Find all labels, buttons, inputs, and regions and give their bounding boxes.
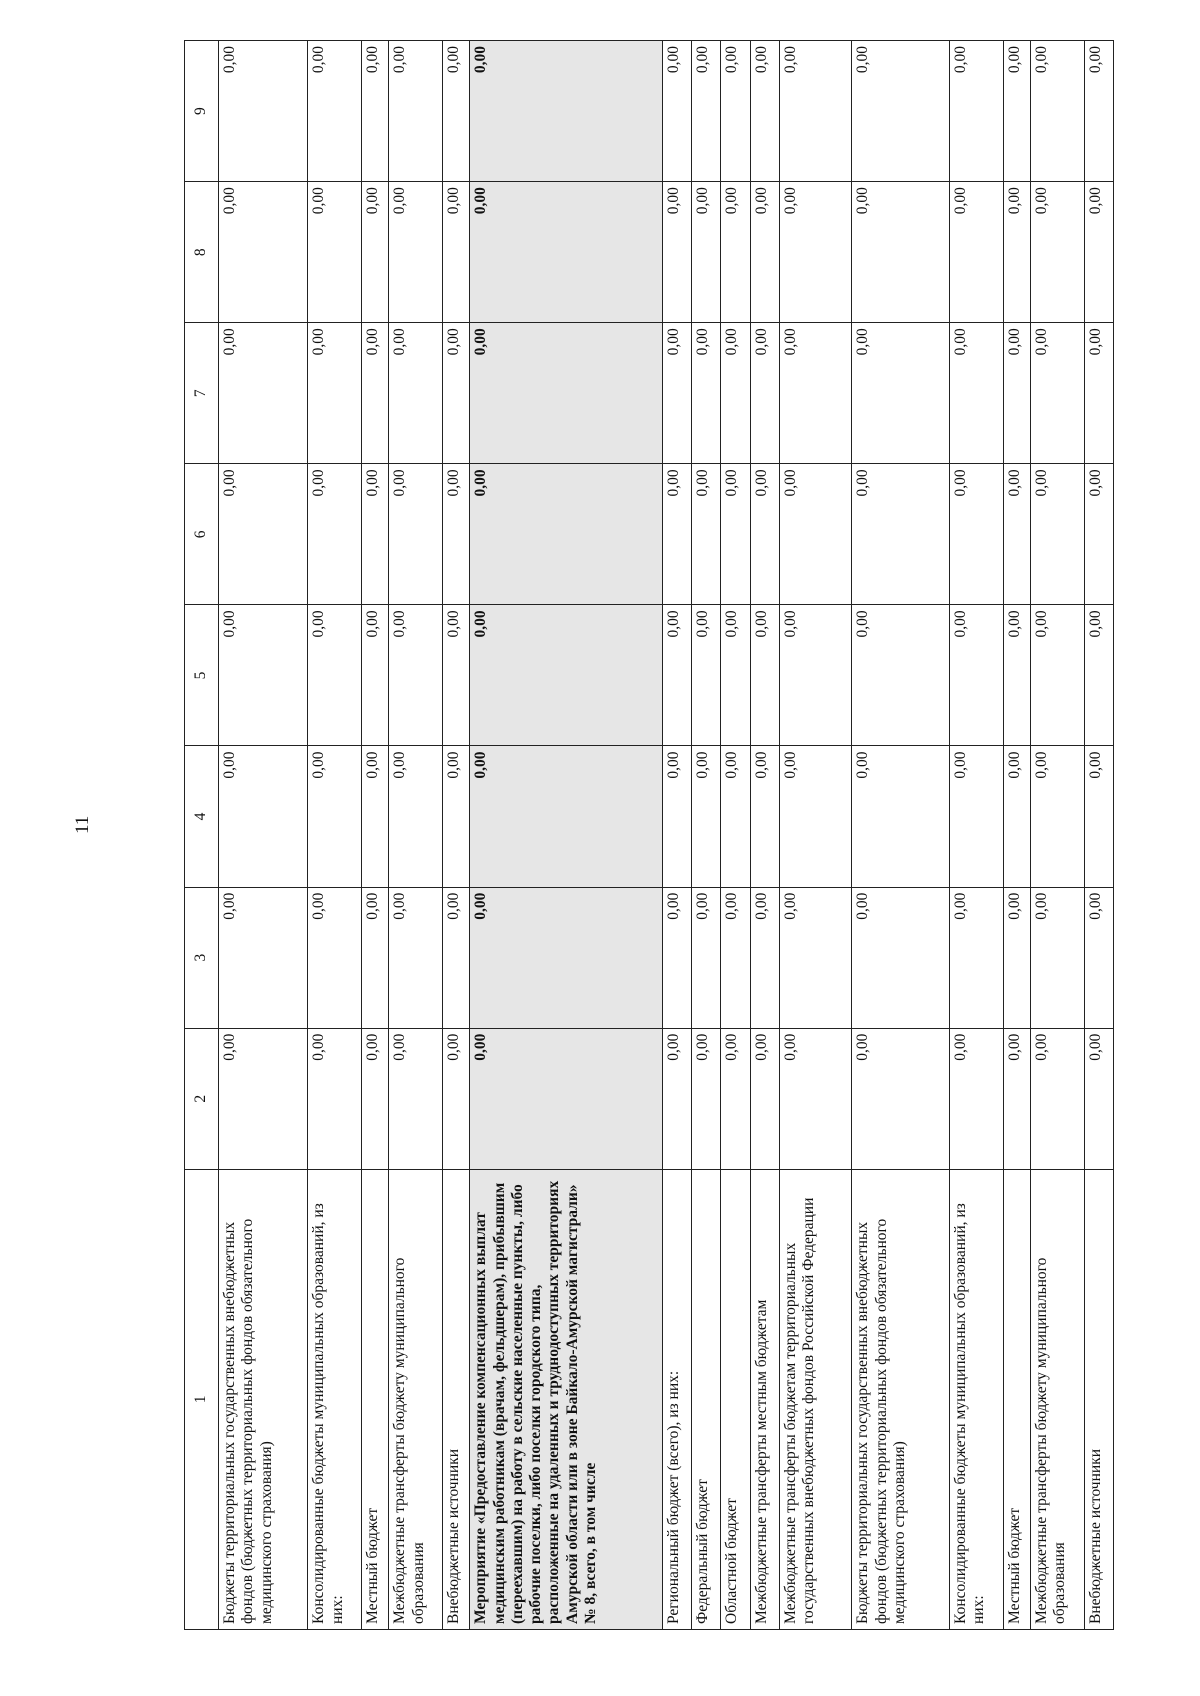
- value-cell: 0,00: [219, 323, 308, 464]
- value-cell: 0,00: [1003, 323, 1030, 464]
- value-cell: 0,00: [949, 464, 1003, 605]
- value-cell: 0,00: [852, 464, 950, 605]
- value-cell: 0,00: [308, 464, 362, 605]
- row-label: Консолидированные бюджеты муниципальных образований, из них:: [308, 1169, 362, 1629]
- value-cell: 0,00: [219, 182, 308, 323]
- value-cell: 0,00: [852, 1028, 950, 1169]
- value-cell: 0,00: [692, 323, 721, 464]
- value-cell: 0,00: [1084, 41, 1113, 182]
- value-cell: 0,00: [308, 323, 362, 464]
- value-cell: 0,00: [389, 323, 443, 464]
- column-header: 9: [185, 41, 219, 182]
- value-cell: 0,00: [219, 41, 308, 182]
- value-cell: 0,00: [308, 41, 362, 182]
- value-cell: 0,00: [470, 464, 663, 605]
- table-row: [362, 41, 389, 1630]
- value-cell: 0,00: [1084, 887, 1113, 1028]
- value-cell: 0,00: [721, 182, 750, 323]
- value-cell: 0,00: [219, 887, 308, 1028]
- value-cell: 0,00: [443, 746, 470, 887]
- table-row: [779, 41, 852, 1630]
- value-cell: 0,00: [692, 41, 721, 182]
- value-cell: 0,00: [362, 746, 389, 887]
- column-header: 5: [185, 605, 219, 746]
- row-label: Внебюджетные источники: [1084, 1169, 1113, 1629]
- table-row: [1030, 41, 1084, 1630]
- row-label: Региональный бюджет (всего), из них:: [663, 1169, 692, 1629]
- table-row: [692, 41, 721, 1630]
- value-cell: 0,00: [219, 1028, 308, 1169]
- value-cell: 0,00: [750, 182, 779, 323]
- value-cell: 0,00: [1084, 323, 1113, 464]
- value-cell: 0,00: [1030, 41, 1084, 182]
- value-cell: 0,00: [1003, 41, 1030, 182]
- value-cell: 0,00: [470, 605, 663, 746]
- value-cell: 0,00: [949, 746, 1003, 887]
- value-cell: 0,00: [362, 182, 389, 323]
- value-cell: 0,00: [389, 605, 443, 746]
- value-cell: 0,00: [308, 182, 362, 323]
- table-row: [721, 41, 750, 1630]
- value-cell: 0,00: [1030, 746, 1084, 887]
- row-label: Мероприятие «Предоставление компенсационных выплат медицинским работникам (врачам, фельдшерам), прибывшим (переехавшим) на работу в сельские населенные пункты, либо рабочие поселки, либо поселки городского типа, расположенные на удаленных и труднодоступных территориях Амурской области или в зоне Байкало-Амурской магистрали» № 8, всего, в том числе: [470, 1169, 663, 1629]
- value-cell: 0,00: [362, 464, 389, 605]
- column-header: 4: [185, 746, 219, 887]
- value-cell: 0,00: [779, 41, 852, 182]
- value-cell: 0,00: [219, 464, 308, 605]
- table-row: [219, 41, 308, 1630]
- value-cell: 0,00: [470, 41, 663, 182]
- row-label: Внебюджетные источники: [443, 1169, 470, 1629]
- page-number: 11: [72, 815, 93, 834]
- value-cell: 0,00: [470, 182, 663, 323]
- table-row: [663, 41, 692, 1630]
- value-cell: 0,00: [1084, 464, 1113, 605]
- value-cell: 0,00: [721, 464, 750, 605]
- value-cell: 0,00: [663, 1028, 692, 1169]
- value-cell: 0,00: [750, 41, 779, 182]
- table-row: [750, 41, 779, 1630]
- value-cell: 0,00: [721, 41, 750, 182]
- value-cell: 0,00: [692, 887, 721, 1028]
- column-header: 7: [185, 323, 219, 464]
- value-cell: 0,00: [443, 182, 470, 323]
- row-label: Межбюджетные трансферты местным бюджетам: [750, 1169, 779, 1629]
- value-cell: 0,00: [389, 464, 443, 605]
- value-cell: 0,00: [949, 605, 1003, 746]
- row-label: Межбюджетные трансферты бюджету муниципального образования: [389, 1169, 443, 1629]
- value-cell: 0,00: [443, 887, 470, 1028]
- row-label: Консолидированные бюджеты муниципальных образований, из них:: [949, 1169, 1003, 1629]
- value-cell: 0,00: [470, 323, 663, 464]
- table-row: [389, 41, 443, 1630]
- value-cell: 0,00: [663, 605, 692, 746]
- value-cell: 0,00: [1030, 605, 1084, 746]
- row-label: Бюджеты территориальных государственных внебюджетных фондов (бюджетных территориальных фондов обязательного медицинского страхования): [852, 1169, 950, 1629]
- value-cell: 0,00: [692, 182, 721, 323]
- value-cell: 0,00: [779, 323, 852, 464]
- value-cell: 0,00: [852, 746, 950, 887]
- value-cell: 0,00: [389, 887, 443, 1028]
- value-cell: 0,00: [1030, 464, 1084, 605]
- value-cell: 0,00: [389, 1028, 443, 1169]
- column-header: 3: [185, 887, 219, 1028]
- value-cell: 0,00: [470, 887, 663, 1028]
- column-header: 8: [185, 182, 219, 323]
- value-cell: 0,00: [949, 323, 1003, 464]
- column-header: 2: [185, 1028, 219, 1169]
- value-cell: 0,00: [362, 323, 389, 464]
- table-row: [852, 41, 950, 1630]
- value-cell: 0,00: [949, 1028, 1003, 1169]
- table-row: [443, 41, 470, 1630]
- header-row: [185, 41, 219, 1630]
- value-cell: 0,00: [308, 605, 362, 746]
- value-cell: 0,00: [750, 887, 779, 1028]
- table-row: [1084, 41, 1113, 1630]
- budget-table: [184, 40, 1114, 1630]
- value-cell: 0,00: [1084, 605, 1113, 746]
- value-cell: 0,00: [1003, 464, 1030, 605]
- row-label: Областной бюджет: [721, 1169, 750, 1629]
- value-cell: 0,00: [362, 1028, 389, 1169]
- row-label: Межбюджетные трансферты бюджету муниципального образования: [1030, 1169, 1084, 1629]
- value-cell: 0,00: [721, 746, 750, 887]
- value-cell: 0,00: [389, 182, 443, 323]
- value-cell: 0,00: [852, 41, 950, 182]
- value-cell: 0,00: [443, 323, 470, 464]
- value-cell: 0,00: [692, 605, 721, 746]
- value-cell: 0,00: [750, 464, 779, 605]
- value-cell: 0,00: [362, 605, 389, 746]
- value-cell: 0,00: [1003, 1028, 1030, 1169]
- value-cell: 0,00: [308, 1028, 362, 1169]
- value-cell: 0,00: [470, 1028, 663, 1169]
- value-cell: 0,00: [663, 323, 692, 464]
- value-cell: 0,00: [1084, 182, 1113, 323]
- value-cell: 0,00: [692, 464, 721, 605]
- value-cell: 0,00: [721, 323, 750, 464]
- value-cell: 0,00: [1030, 1028, 1084, 1169]
- value-cell: 0,00: [663, 41, 692, 182]
- row-label: Федеральный бюджет: [692, 1169, 721, 1629]
- value-cell: 0,00: [779, 1028, 852, 1169]
- value-cell: 0,00: [362, 41, 389, 182]
- value-cell: 0,00: [219, 605, 308, 746]
- value-cell: 0,00: [1030, 323, 1084, 464]
- value-cell: 0,00: [779, 746, 852, 887]
- value-cell: 0,00: [949, 41, 1003, 182]
- value-cell: 0,00: [1084, 746, 1113, 887]
- value-cell: 0,00: [750, 605, 779, 746]
- value-cell: 0,00: [692, 1028, 721, 1169]
- value-cell: 0,00: [443, 41, 470, 182]
- table-row: [949, 41, 1003, 1630]
- value-cell: 0,00: [663, 746, 692, 887]
- value-cell: 0,00: [443, 464, 470, 605]
- table-row-measure: [470, 41, 663, 1630]
- value-cell: 0,00: [721, 887, 750, 1028]
- value-cell: 0,00: [750, 1028, 779, 1169]
- value-cell: 0,00: [852, 323, 950, 464]
- value-cell: 0,00: [308, 887, 362, 1028]
- value-cell: 0,00: [470, 746, 663, 887]
- value-cell: 0,00: [663, 464, 692, 605]
- value-cell: 0,00: [779, 887, 852, 1028]
- value-cell: 0,00: [308, 746, 362, 887]
- value-cell: 0,00: [949, 887, 1003, 1028]
- value-cell: 0,00: [362, 887, 389, 1028]
- value-cell: 0,00: [663, 887, 692, 1028]
- value-cell: 0,00: [1003, 746, 1030, 887]
- value-cell: 0,00: [779, 182, 852, 323]
- value-cell: 0,00: [750, 746, 779, 887]
- value-cell: 0,00: [779, 605, 852, 746]
- value-cell: 0,00: [692, 746, 721, 887]
- table-row: [1003, 41, 1030, 1630]
- value-cell: 0,00: [852, 887, 950, 1028]
- value-cell: 0,00: [389, 41, 443, 182]
- value-cell: 0,00: [1003, 887, 1030, 1028]
- rotated-table-wrapper: [184, 40, 1114, 1630]
- row-label: Межбюджетные трансферты бюджетам территориальных государственных внебюджетных фондов Российской Федерации: [779, 1169, 852, 1629]
- value-cell: 0,00: [1003, 182, 1030, 323]
- value-cell: 0,00: [1003, 605, 1030, 746]
- value-cell: 0,00: [443, 1028, 470, 1169]
- row-label: Местный бюджет: [1003, 1169, 1030, 1629]
- value-cell: 0,00: [779, 464, 852, 605]
- column-header: 6: [185, 464, 219, 605]
- value-cell: 0,00: [1030, 887, 1084, 1028]
- value-cell: 0,00: [219, 746, 308, 887]
- row-label: Местный бюджет: [362, 1169, 389, 1629]
- value-cell: 0,00: [389, 746, 443, 887]
- value-cell: 0,00: [852, 605, 950, 746]
- value-cell: 0,00: [443, 605, 470, 746]
- value-cell: 0,00: [721, 1028, 750, 1169]
- row-label: Бюджеты территориальных государственных внебюджетных фондов (бюджетных территориальных фондов обязательного медицинского страхования): [219, 1169, 308, 1629]
- column-header: 1: [185, 1169, 219, 1629]
- value-cell: 0,00: [949, 182, 1003, 323]
- value-cell: 0,00: [1030, 182, 1084, 323]
- value-cell: 0,00: [721, 605, 750, 746]
- value-cell: 0,00: [750, 323, 779, 464]
- value-cell: 0,00: [852, 182, 950, 323]
- table-row: [308, 41, 362, 1630]
- value-cell: 0,00: [663, 182, 692, 323]
- value-cell: 0,00: [1084, 1028, 1113, 1169]
